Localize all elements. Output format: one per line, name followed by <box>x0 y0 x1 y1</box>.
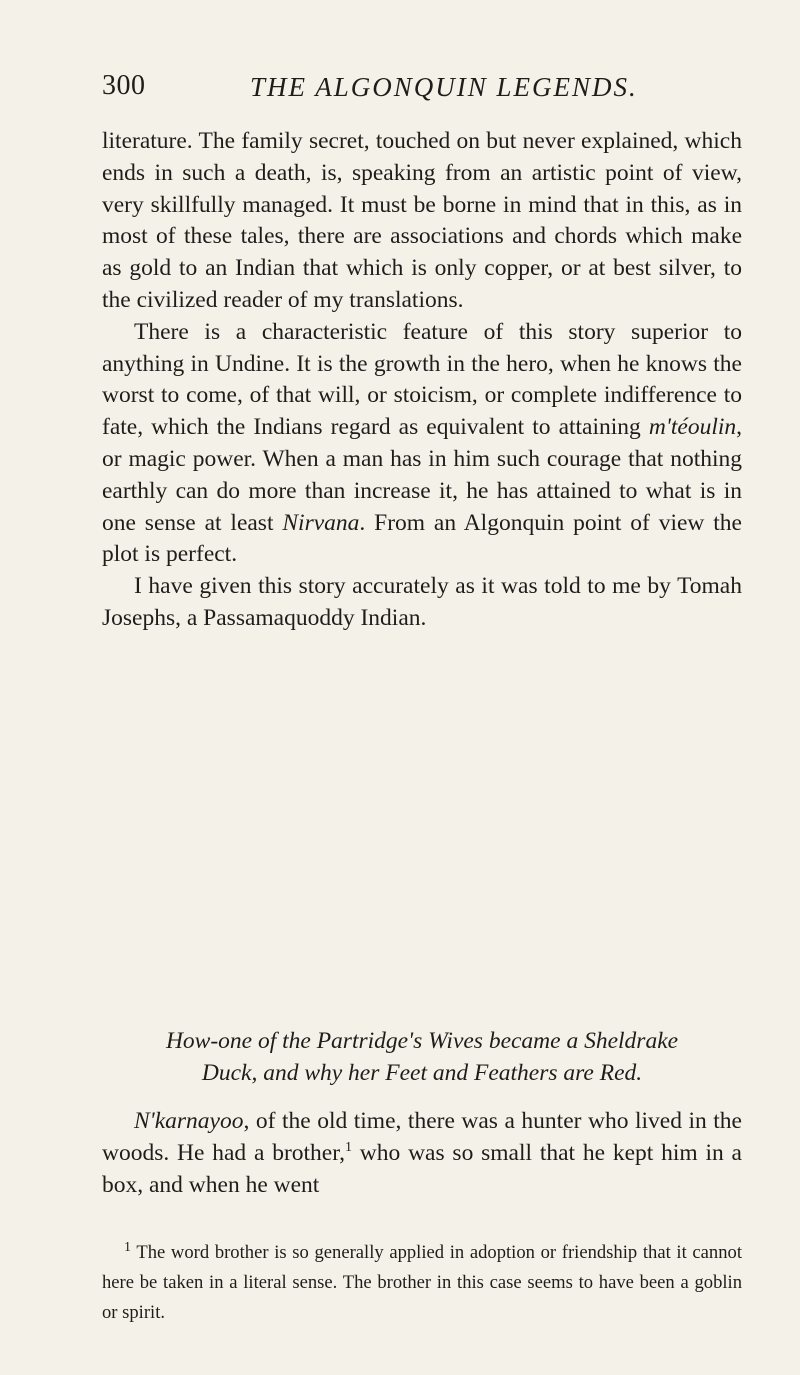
opening-text-before-footnote: , of the old time, there was a hunter who lived in the woods. He had a brother, <box>102 1108 742 1166</box>
term-nirvana: Nirvana <box>282 509 360 536</box>
footnote-section <box>102 1238 742 1328</box>
paragraph-text-segment: . From an Algonquin point of view the plot is perfect. <box>102 509 742 568</box>
page-number: 300 <box>102 70 146 101</box>
footnote-reference: 1 <box>345 1139 352 1155</box>
story-title <box>102 1026 742 1090</box>
paragraph-characteristic-feature <box>102 317 742 571</box>
story-opening-paragraph <box>102 1106 742 1201</box>
magic-term-mteoulin: m'téoulin <box>648 414 737 441</box>
paragraph-source-note: I have given this story accurately as it was told to me by Tomah Josephs, a Passamaquoddy Indian. <box>102 573 742 631</box>
main-body-text <box>102 126 742 635</box>
page-header <box>102 70 742 110</box>
running-title: THE ALGONQUIN LEGENDS. <box>250 72 638 102</box>
opening-name: N'karnayoo <box>134 1108 244 1134</box>
footnote-text: The word brother is so generally applied in adoption or friendship that it cannot here be taken in a literal sense. The brother in this case seems to have been a goblin or spirit. <box>102 1242 742 1323</box>
footnote-marker: 1 <box>124 1239 131 1255</box>
paragraph-continuation: literature. The family secret, touched on but never explained, which ends in such a death, is, speaking from an artistic point of view, very skillfully managed. It must be borne in mind that in this, as in most of these tales, there are associations and chords which make as gold to an Indian that which is only copper, or at best silver, to the civilized reader of my translations. <box>102 128 742 313</box>
paragraph-text-segment: There is a characteristic feature of this story superior to anything in Undine. It is the growth in the hero, when he knows the worst to come, of that will, or stoicism, or complete indifference to fate, which the Indians regard as equivalent to attaining <box>102 318 742 441</box>
story-title-line: How-one of the Partridge's Wives became a Sheldrake <box>165 1028 679 1054</box>
paragraph-text-segment: , or magic power. When a man has in him such courage that nothing earthly can do more than increase it, he has attained to what is in one sense at least <box>102 414 742 536</box>
opening-text-after-footnote: who was so small that he kept him in a box, and when he went <box>102 1139 742 1198</box>
story-title-line: Duck, and why her Feet and Feathers are Red. <box>201 1059 643 1086</box>
